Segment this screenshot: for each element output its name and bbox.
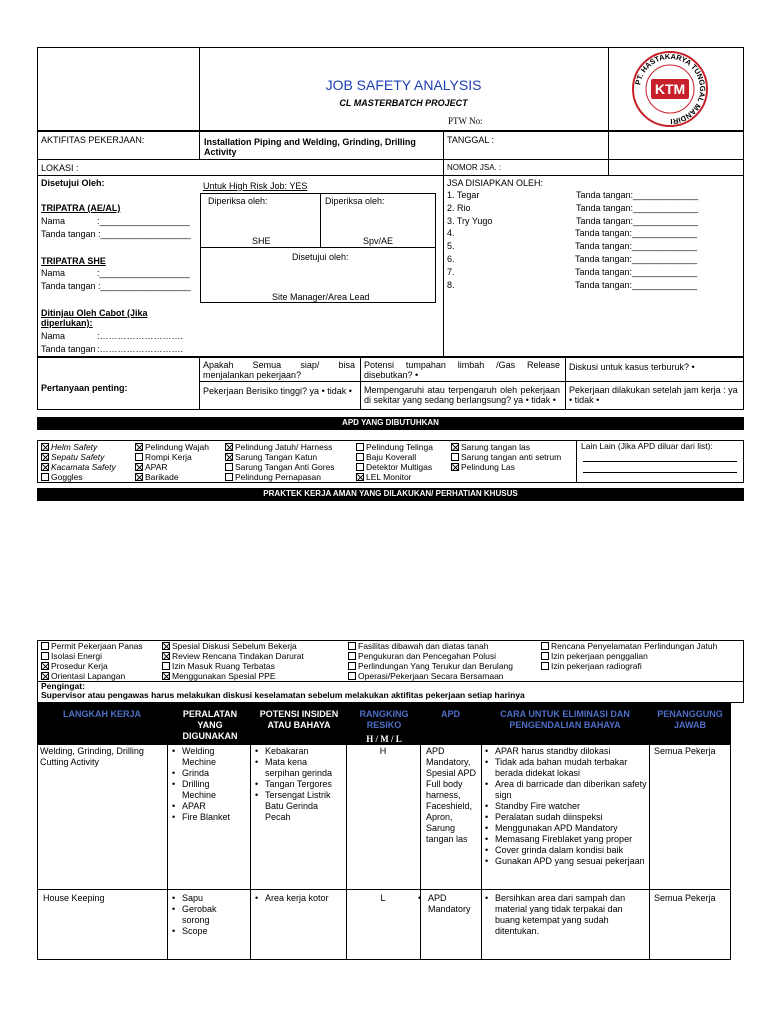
checkbox-label: Pelindung Telinga: [366, 442, 433, 452]
checkbox-label: Rompi Kerja: [145, 452, 192, 462]
project-name: CL MASTERBATCH PROJECT: [339, 98, 468, 108]
list-item: • Bersihkan area dari sampah dan material yang tidak terpakai dan buang ketempat yang sudah ditentukan.: [485, 893, 647, 937]
checkbox-label: Pelindung Jatuh/ Harness: [235, 442, 333, 452]
empty-box-icon[interactable]: [41, 652, 49, 660]
checkbox-item: [225, 442, 335, 452]
checkbox-label: Baju Koverall: [366, 452, 417, 462]
table-row-2-peralatan: [172, 893, 246, 937]
checkbox-label: Rencana Penyelamatan Perlindungan Jatuh: [551, 641, 718, 651]
list-item: • Peralatan sudah diinspeksi: [485, 812, 647, 823]
list-item: • Tersengat Listrik Batu Gerinda Pecah: [255, 790, 343, 823]
checked-box-icon[interactable]: [162, 652, 170, 660]
checked-box-icon[interactable]: [41, 672, 49, 680]
jsa-person-signature: Tanda tangan:_____________: [576, 215, 699, 226]
table-row-2-apd: [418, 893, 480, 915]
nama-line: :__________________: [97, 216, 190, 226]
jsa-person-name: 2. Rio: [447, 202, 471, 213]
checkbox-item: [41, 661, 143, 671]
checkbox-item: [541, 651, 717, 661]
checkbox-label: Sarung Tangan Katun: [235, 452, 318, 462]
checkbox-label: Review Rencana Tindakan Darurat: [172, 651, 304, 661]
apd-column-3: [225, 442, 335, 482]
list-item: • Tidak ada bahan mudah terbakar berada didekat lokasi: [485, 757, 647, 779]
jsa-person-name: 7.: [447, 266, 455, 277]
jsa-person-signature: Tanda tangan:_____________: [575, 254, 698, 264]
praktek-title-bar: PRAKTEK KERJA AMAN YANG DILAKUKAN/ PERHATIAN KHUSUS: [37, 488, 744, 501]
checkbox-label: Helm Safety: [51, 442, 98, 452]
checked-box-icon[interactable]: [41, 443, 49, 451]
checkbox-label: Prosedur Kerja: [51, 661, 108, 671]
ditinjau-cabot: Ditinjau Oleh Cabot (Jika diperlukan):: [41, 308, 148, 329]
table-row-1-cara: [485, 746, 647, 867]
jsa-disiapkan-label: JSA DISIAPKAN OLEH:: [447, 178, 544, 188]
jsa-person-signature: Tanda tangan:_____________: [575, 241, 698, 252]
list-item: • Kebakaran: [255, 746, 343, 757]
header-rangking: RANGKING RESIKO: [348, 709, 420, 731]
spv-label: Spv/AE: [363, 236, 394, 246]
empty-box-icon[interactable]: [225, 473, 233, 481]
question-diskusi: Diskusi untuk kasus terburuk? •: [569, 362, 695, 372]
apd-title-bar: APD YANG DIBUTUHKAN: [37, 417, 744, 430]
checkbox-item: [541, 641, 717, 651]
empty-box-icon[interactable]: [348, 642, 356, 650]
checkbox-item: [41, 452, 116, 462]
checkbox-item: [41, 442, 116, 452]
empty-box-icon[interactable]: [225, 463, 233, 471]
checked-box-icon[interactable]: [135, 463, 143, 471]
checkbox-item: [348, 671, 513, 681]
jsa-person-name: 3. Try Yugo: [447, 215, 493, 226]
checkbox-label: Operasi/Pekerjaan Secara Bersamaan: [358, 671, 504, 681]
diperiksa-oleh-1: Diperiksa oleh:: [208, 196, 268, 206]
tanda-dotted: :……………………….: [97, 344, 184, 354]
checkbox-label: Izin Masuk Ruang Terbatas: [172, 661, 275, 671]
checkbox-label: Orientasi Lapangan: [51, 671, 126, 681]
checkbox-label: Izin pekerjaan penggalian: [551, 651, 648, 661]
list-item: • Standby Fire watcher: [485, 801, 647, 812]
checkbox-label: Sarung Tangan Anti Gores: [235, 462, 335, 472]
praktek-column-1: [41, 641, 143, 681]
table-row-2-penanggung: Semua Pekerja: [654, 893, 716, 903]
header-peralatan: PERALATAN YANG DIGUNAKAN: [170, 709, 250, 742]
table-row-2-potensi: [255, 893, 345, 904]
praktek-column-3: [348, 641, 513, 681]
apd-column-2: [135, 442, 209, 482]
header-penanggung: PENANGGUNG JAWAB: [650, 709, 730, 731]
checked-box-icon[interactable]: [225, 453, 233, 461]
checkbox-label: Detektor Multigas: [366, 462, 433, 472]
checked-box-icon[interactable]: [135, 443, 143, 451]
empty-box-icon[interactable]: [451, 453, 459, 461]
list-item: • Memasang Fireblaket yang proper: [485, 834, 647, 845]
table-row-2-rangking: L: [380, 893, 386, 903]
table-row-1-rangking: H: [379, 746, 387, 756]
checkbox-item: [348, 651, 513, 661]
apd-column-4: [356, 442, 433, 482]
document-title: JOB SAFETY ANALYSIS: [325, 77, 482, 93]
checkbox-label: Pelindung Las: [461, 462, 515, 472]
high-risk-job: Untuk High Risk Job: YES: [203, 181, 308, 191]
table-row-1-peralatan: [172, 746, 246, 823]
nama-dotted: :……………………….: [97, 331, 184, 341]
empty-box-icon[interactable]: [41, 642, 49, 650]
empty-box-icon[interactable]: [135, 453, 143, 461]
checkbox-item: [41, 462, 116, 472]
checkbox-item: [225, 452, 335, 462]
checkbox-item: [348, 661, 513, 671]
checked-box-icon[interactable]: [356, 473, 364, 481]
apd-column-1: [41, 442, 116, 482]
checkbox-label: Sarung tangan anti setrum: [461, 452, 562, 462]
nama-label: Nama: [41, 331, 66, 341]
empty-box-icon[interactable]: [348, 662, 356, 670]
empty-box-icon[interactable]: [356, 443, 364, 451]
list-item: • Grinda: [172, 768, 246, 779]
checkbox-label: Pelindung Pernapasan: [235, 472, 322, 482]
list-item: • APAR: [172, 801, 246, 812]
table-row-1-potensi: [255, 746, 343, 823]
checkbox-item: [162, 661, 304, 671]
tanda-tangan-line: Tanda tangan :__________________: [41, 229, 191, 239]
checkbox-item: [162, 671, 304, 681]
header-apd: APD: [421, 709, 480, 720]
header-potensi: POTENSI INSIDEN ATAU BAHAYA: [252, 709, 346, 731]
checkbox-label: Barikade: [145, 472, 179, 482]
svg-text:KTM: KTM: [654, 81, 686, 97]
empty-box-icon[interactable]: [41, 473, 49, 481]
empty-box-icon[interactable]: [348, 652, 356, 660]
checked-box-icon[interactable]: [162, 642, 170, 650]
checkbox-item: [356, 462, 433, 472]
jsa-person-signature: Tanda tangan:_____________: [576, 190, 699, 200]
nama-label: Nama: [41, 268, 66, 278]
checkbox-item: [541, 661, 717, 671]
disetujui-oleh-2: Disetujui oleh:: [292, 252, 349, 262]
checkbox-item: [348, 641, 513, 651]
empty-box-icon[interactable]: [541, 642, 549, 650]
checkbox-item: [162, 641, 304, 651]
lokasi-label: LOKASI :: [41, 163, 79, 173]
checkbox-item: [451, 452, 561, 462]
list-item: • Gerobak sorong: [172, 904, 246, 926]
checked-box-icon[interactable]: [162, 672, 170, 680]
checked-box-icon[interactable]: [41, 463, 49, 471]
checked-box-icon[interactable]: [225, 443, 233, 451]
list-item: • Welding Mechine: [172, 746, 246, 768]
list-item: • Menggunakan APD Mandatory: [485, 823, 647, 834]
checkbox-item: [162, 651, 304, 661]
jsa-person-signature: Tanda tangan:_____________: [576, 202, 699, 213]
jsa-person-name: 1. Tegar: [447, 190, 480, 200]
checked-box-icon[interactable]: [41, 662, 49, 670]
list-item: • Tangan Tergores: [255, 779, 343, 790]
list-item: • Drilling Mechine: [172, 779, 246, 801]
question-jam-kerja: Pekerjaan dilakukan setelah jam kerja : ya • tidak •: [569, 385, 738, 406]
jsa-person-signature: Tanda tangan:_____________: [575, 228, 698, 239]
checked-box-icon[interactable]: [135, 473, 143, 481]
checkbox-item: [41, 641, 143, 651]
checkbox-label: Kacamata Safety: [51, 462, 116, 472]
checkbox-item: [225, 472, 335, 482]
table-row-2-langkah: House Keeping: [43, 893, 105, 903]
checkbox-item: [356, 472, 433, 482]
table-row-2-cara: [485, 893, 647, 937]
checkbox-item: [41, 671, 143, 681]
checked-box-icon[interactable]: [41, 453, 49, 461]
svg-text:PT. HASTAKARYA TUNGGAL MANDIRI: PT. HASTAKARYA TUNGGAL MANDIRI: [633, 51, 708, 127]
checked-box-icon[interactable]: [451, 463, 459, 471]
empty-box-icon[interactable]: [162, 662, 170, 670]
tripatra-ae: TRIPATRA (AE/AL): [41, 203, 121, 213]
list-item: • APAR harus standby dilokasi: [485, 746, 647, 757]
checkbox-item: [41, 472, 116, 482]
checkbox-label: LEL Monitor: [366, 472, 412, 482]
checkbox-item: [356, 452, 433, 462]
checkbox-item: [356, 442, 433, 452]
checkbox-item: [41, 651, 143, 661]
checkbox-item: [135, 442, 209, 452]
list-item: • Fire Blanket: [172, 812, 246, 823]
nomor-jsa-label: NOMOR JSA. :: [447, 163, 502, 172]
question-mempengaruhi: Mempengaruhi atau terpengaruh oleh pekerjaan di sekitar yang sedang berlangsung? ya • tidak •: [364, 385, 560, 406]
empty-box-icon[interactable]: [356, 453, 364, 461]
tanda-tangan-line: Tanda tangan :__________________: [41, 281, 191, 291]
checkbox-label: Pelindung Wajah: [145, 442, 209, 452]
disetujui-oleh: Disetujui Oleh:: [41, 178, 105, 188]
pengingat-text: Supervisor atau pengawas harus melakukan diskusi keselamatan sebelum melakukan aktifitas pekerjaan setiap harinya: [41, 690, 525, 700]
signature-box: [200, 193, 436, 303]
list-item: • Mata kena serpihan gerinda: [255, 757, 343, 779]
diperiksa-oleh-2: Diperiksa oleh:: [325, 196, 385, 206]
question-tumpahan: Potensi tumpahan limbah /Gas Release disebutkan? •: [364, 360, 560, 381]
apd-column-5: [451, 442, 561, 472]
list-item: • Sapu: [172, 893, 246, 904]
jsa-person-signature: Tanda tangan:_____________: [575, 279, 698, 290]
list-item: • Cover grinda dalam kondisi baik: [485, 845, 647, 856]
empty-box-icon[interactable]: [541, 662, 549, 670]
pertanyaan-penting: Pertanyaan penting:: [41, 383, 128, 393]
header-langkah-kerja: LANGKAH KERJA: [37, 709, 167, 720]
checkbox-item: [135, 462, 209, 472]
checkbox-label: Menggunakan Spesial PPE: [172, 671, 276, 681]
company-logo: [631, 50, 709, 128]
list-item: • Area kerja kotor: [255, 893, 345, 904]
checkbox-item: [451, 442, 561, 452]
checkbox-item: [135, 452, 209, 462]
jsa-person-signature: Tanda tangan:_____________: [575, 266, 698, 277]
checked-box-icon[interactable]: [451, 443, 459, 451]
checkbox-label: Izin pekerjaan radiografi: [551, 661, 642, 671]
question-berisiko: Pekerjaan Berisiko tinggi? ya • tidak •: [203, 386, 352, 396]
tanggal-label: TANGGAL :: [447, 135, 495, 145]
checkbox-label: Perlindungan Yang Terukur dan Berulang: [358, 661, 514, 671]
jsa-person-name: 4.: [447, 228, 455, 239]
checkbox-label: Sarung tangan las: [461, 442, 530, 452]
jsa-person-name: 5.: [447, 241, 455, 252]
jsa-person-name: 6.: [447, 254, 455, 264]
question-siap: Apakah Semua siap/ bisa menjalankan pekerjaan?: [203, 360, 355, 381]
empty-box-icon[interactable]: [541, 652, 549, 660]
table-row-1-langkah: Welding, Grinding, Drilling Cutting Activity: [40, 746, 144, 767]
empty-box-icon[interactable]: [356, 463, 364, 471]
ptw-number: PTW No:: [448, 116, 483, 126]
list-item: • APD Mandatory: [418, 893, 480, 915]
list-item: • Scope: [172, 926, 246, 937]
empty-box-icon[interactable]: [348, 672, 356, 680]
checkbox-label: Spesial Diskusi Sebelum Bekerja: [172, 641, 297, 651]
checkbox-item: [135, 472, 209, 482]
apd-lain-lain: Lain Lain (Jika APD diluar dari list):: [581, 441, 713, 451]
list-item: • Gunakan APD yang sesuai pekerjaan: [485, 856, 647, 867]
checkbox-label: Permit Pekerjaan Panas: [51, 641, 143, 651]
checkbox-label: Fasilitas dibawah dan diatas tanah: [358, 641, 489, 651]
praktek-column-4: [541, 641, 717, 671]
pengingat-label: Pengingat:: [41, 681, 85, 691]
nama-line: :__________________: [97, 268, 190, 278]
checkbox-label: APAR: [145, 462, 168, 472]
table-row-1-penanggung: Semua Pekerja: [654, 746, 716, 756]
tripatra-she: TRIPATRA SHE: [41, 256, 106, 266]
list-item: • Area di barricade dan diberikan safety sign: [485, 779, 647, 801]
she-label: SHE: [252, 236, 271, 246]
checkbox-label: Isolasi Energi: [51, 651, 103, 661]
site-manager-label: Site Manager/Area Lead: [272, 292, 370, 302]
jsa-person-name: 8.: [447, 279, 455, 290]
checkbox-label: Sepatu Safety: [51, 452, 105, 462]
checkbox-label: Goggles: [51, 472, 83, 482]
checkbox-item: [225, 462, 335, 472]
checkbox-label: Pengukuran dan Pencegahan Polusi: [358, 651, 496, 661]
aktifitas-label: AKTIFITAS PEKERJAAN:: [41, 135, 145, 145]
nama-label: Nama: [41, 216, 66, 226]
aktifitas-value: Installation Piping and Welding, Grinding, Drilling Activity: [204, 137, 416, 158]
praktek-column-2: [162, 641, 304, 681]
header-cara: CARA UNTUK ELIMINASI DAN PENGENDALIAN BAHAYA: [482, 709, 648, 731]
table-row-1-apd: APD Mandatory, Spesial APD Full body harness, Faceshield, Apron, Sarung tangan las: [426, 746, 477, 844]
tanda-tangan-label: Tanda tangan: [41, 344, 96, 354]
header-hml: H / M / L: [348, 734, 420, 745]
checkbox-item: [451, 462, 561, 472]
